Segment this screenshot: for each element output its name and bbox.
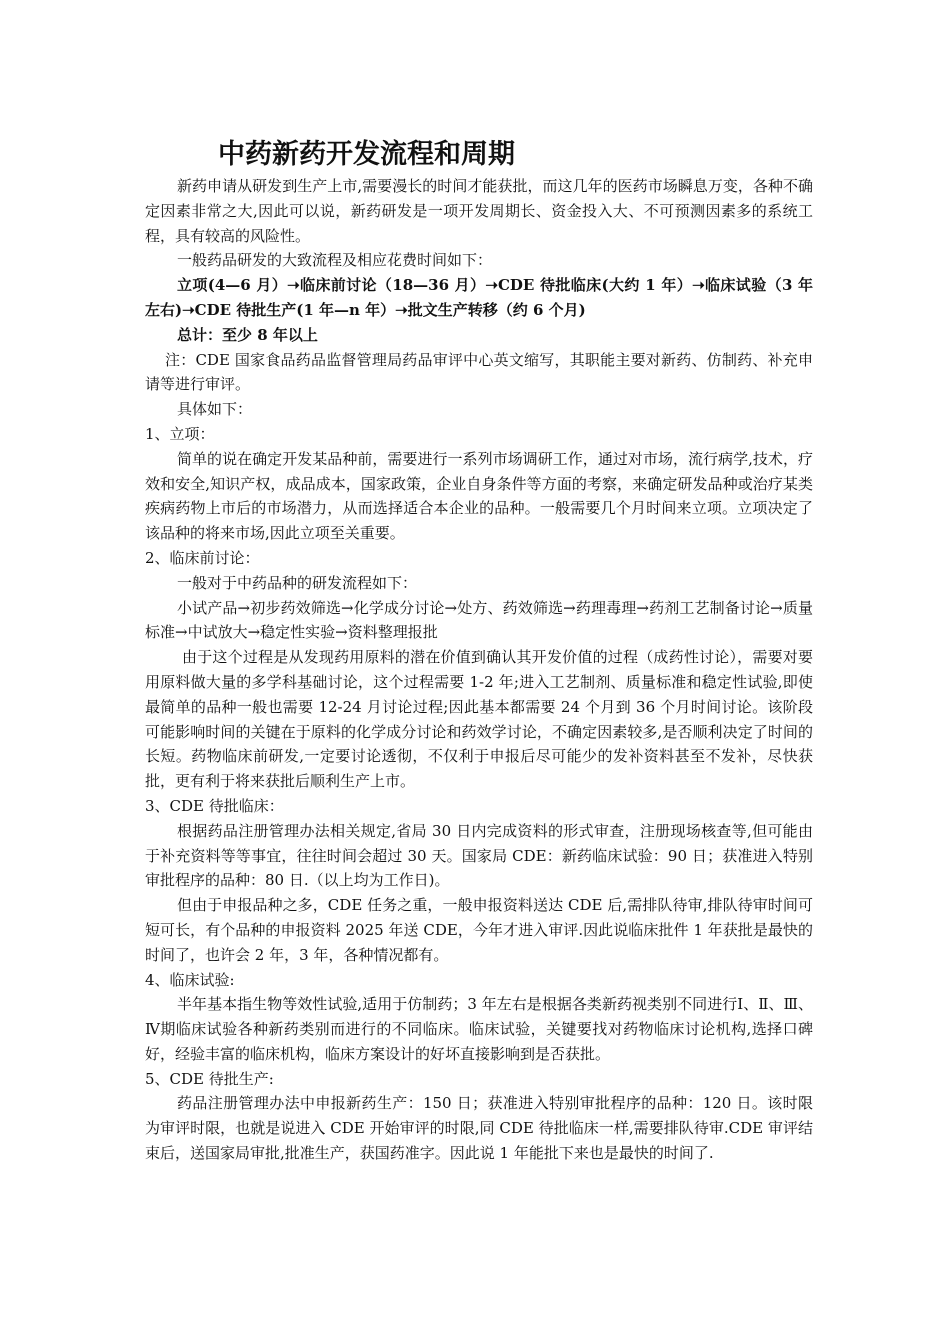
- flow-intro: 一般药品研发的大致流程及相应花费时间如下：: [177, 251, 493, 270]
- section-paragraph: 简单的说在确定开发某品种前，需要进行一系列市场调研工作，通过对市场，流行病学,技术，疗效和安全,知识产权，成品成本，国家政策，企业自身条件等方面的考察，来确定研发品种或治疗某类疾病药物上市后的市场潜力，从而选择适合本企业的品种。一般需要几个月时间来立项。立项决定了该品种的将来市场,因此立项至关重要。: [145, 449, 813, 543]
- page-title: 中药新药开发流程和周期: [218, 139, 515, 170]
- section-heading: 2、临床前讨论：: [145, 548, 260, 567]
- total-duration: 总计：至少 8 年以上: [177, 325, 318, 344]
- section-paragraph: 小试产品→初步药效筛选→化学成分讨论→处方、药效筛选→药理毒理→药剂工艺制备讨论→质量标准→中试放大→稳定性实验→资料整理报批: [145, 598, 813, 642]
- detail-intro: 具体如下：: [177, 400, 253, 419]
- flow-summary: 立项(4—6 月）➝临床前讨论（18—36 月）➝CDE 待批临床(大约 1 年）➝临床试验（3 年左右)➝CDE 待批生产(1 年—n 年）➝批文生产转移（约 6 个月): [145, 276, 813, 319]
- section-paragraph: 药品注册管理办法中申报新药生产：150 日；获准进入特别审批程序的品种：120 日。该时限为审评时限，也就是说进入 CDE 开始审评的时限,同 CDE 待批临床一样,需要排队待审.CDE 审评结束后，送国家局审批,批准生产，获国药准字。因此说 1 年能批下来也是最快的时间了.: [145, 1094, 813, 1163]
- section-paragraph: 半年基本指生物等效性试验,适用于仿制药；3 年左右是根据各类新药视类别不同进行Ⅰ、Ⅱ、Ⅲ、Ⅳ期临床试验各种新药类别而进行的不同临床。临床试验，关键要找对药物临床讨论机构,选择口碑好，经验丰富的临床机构，临床方案设计的好坏直接影响到是否获批。: [145, 995, 813, 1063]
- section-heading: 3、CDE 待批临床：: [145, 796, 284, 815]
- section-paragraph: 但由于申报品种之多，CDE 任务之重，一般申报资料送达 CDE 后,需排队待审,排队待审时间可短可长，有个品种的申报资料 2025 年送 CDE，今年才进入审评.因此说临床批件 1 年获批是最快的时间了，也许会 2 年，3 年，各种情况都有。: [145, 896, 813, 964]
- section-heading: 1、立项：: [145, 424, 215, 443]
- document-body: [145, 174, 813, 1166]
- section-2: [145, 546, 813, 794]
- intro-paragraph: 新药申请从研发到生产上市,需要漫长的时间才能获批，而这几年的医药市场瞬息万变，各种不确定因素非常之大,因此可以说，新药研发是一项开发周期长、资金投入大、不可预测因素多的系统工程，具有较高的风险性。: [145, 177, 813, 245]
- section-paragraph: 根据药品注册管理办法相关规定,省局 30 日内完成资料的形式审查，注册现场核查等,但可能由于补充资料等等事宜，往往时间会超过 30 天。国家局 CDE：新药临床试验：90 日；获准进入特别审批程序的品种：80 日.（以上均为工作日)。: [145, 821, 813, 890]
- section-heading: 5、CDE 待批生产:: [145, 1069, 274, 1088]
- section-3: [145, 794, 813, 968]
- section-1: [145, 422, 813, 546]
- section-paragraph: 由于这个过程是从发现药用原料的潜在价值到确认其开发价值的过程（成药性讨论），需要对要用原料做大量的多学科基础讨论，这个过程需要 1-2 年;进入工艺制剂、质量标准和稳定性试验,即使最简单的品种一般也需要 12-24 月讨论过程;因此基本都需要 24 个月到 36 个月时间讨论。该阶段可能影响时间的关键在于原料的化学成分讨论和药效学讨论，不确定因素较多,是否顺利决定了时间的长短。药物临床前研发,一定要讨论透彻，不仅利于申报后尽可能少的发补资料甚至不发补，尽快获批，更有利于将来获批后顺利生产上市。: [145, 648, 813, 791]
- section-paragraph: 一般对于中药品种的研发流程如下：: [177, 573, 418, 592]
- section-5: [145, 1067, 813, 1166]
- section-heading: 4、临床试验:: [145, 970, 235, 989]
- cde-note: 注：CDE 国家食品药品监督管理局药品审评中心英文缩写，其职能主要对新药、仿制药、补充申请等进行审评。: [145, 350, 813, 394]
- section-4: [145, 968, 813, 1067]
